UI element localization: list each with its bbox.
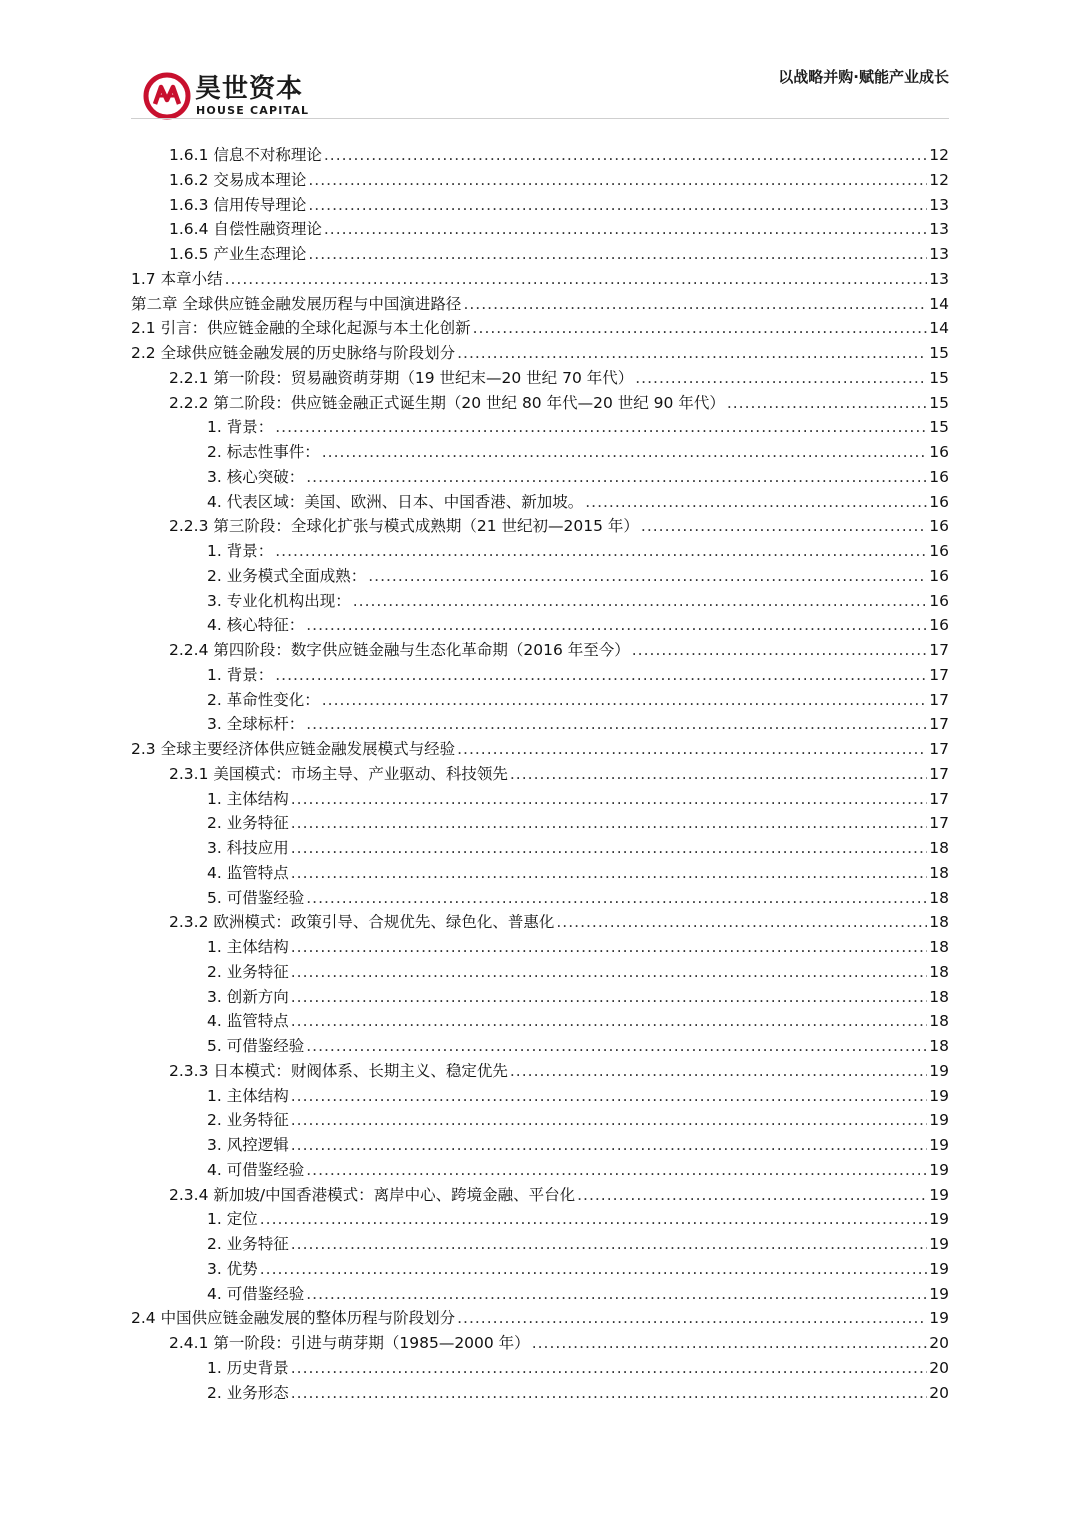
toc-dot-leader: [291, 861, 928, 885]
toc-entry-title: 2.2.2 第二阶段：供应链金融正式诞生期（20 世纪 80 年代—20 世纪 90 年代）: [169, 393, 725, 412]
toc-entry-title: 2. 业务形态: [207, 1383, 289, 1402]
toc-entry-page-number: 14: [929, 319, 949, 338]
toc-entry-page-number: 18: [929, 888, 949, 907]
toc-entry-page-number: 19: [929, 1235, 949, 1253]
toc-dot-leader: [306, 613, 927, 637]
toc-entry-title: 1.7 本章小结: [131, 269, 223, 288]
toc-entry[interactable]: [207, 1282, 949, 1306]
toc-entry-title: 2.2.4 第四阶段：数字供应链金融与生态化革命期（2016 年至今）: [169, 641, 630, 659]
toc-entry-title: 3. 风控逻辑: [207, 1136, 289, 1154]
toc-entry-page-number: 19: [929, 1061, 949, 1080]
toc-entry-title: 2. 革命性变化：: [207, 690, 320, 709]
toc-dot-leader: [291, 836, 928, 860]
toc-entry[interactable]: [169, 366, 949, 390]
toc-entry-page-number: 17: [929, 814, 949, 833]
toc-dot-leader: [306, 465, 927, 489]
toc-entry-page-number: 18: [929, 863, 949, 882]
toc-entry-title: 3. 优势: [207, 1259, 258, 1278]
toc-entry[interactable]: [207, 935, 949, 959]
toc-entry-page-number: 16: [929, 616, 949, 635]
toc-entry-title: 1. 主体结构: [207, 1086, 289, 1105]
toc-entry-title: 1. 背景：: [207, 542, 274, 560]
toc-entry-page-number: 19: [929, 1136, 949, 1154]
logo-mark-icon: [143, 72, 191, 120]
toc-entry-page-number: 16: [929, 492, 949, 511]
logo-english-name: HOUSE CAPITAL: [196, 104, 310, 117]
toc-entry-title: 1. 背景：: [207, 418, 274, 437]
toc-entry[interactable]: [207, 1158, 949, 1182]
toc-entry-page-number: 20: [929, 1383, 949, 1402]
toc-entry-title: 4. 可借鉴经验: [207, 1284, 305, 1303]
toc-dot-leader: [641, 514, 927, 538]
toc-dot-leader: [306, 1158, 927, 1182]
toc-dot-leader: [306, 1034, 927, 1058]
toc-entry-title: 1. 背景：: [207, 665, 274, 684]
toc-entry-page-number: 16: [929, 566, 949, 585]
toc-dot-leader: [225, 267, 928, 291]
toc-entry-page-number: 18: [929, 913, 949, 932]
toc-entry-title: 1.6.2 交易成本理论: [169, 170, 307, 189]
toc-entry[interactable]: [207, 811, 949, 835]
toc-entry-page-number: 19: [929, 1185, 949, 1204]
toc-dot-leader: [291, 1232, 928, 1256]
toc-entry-title: 2.3 全球主要经济体供应链金融发展模式与经验: [131, 740, 456, 758]
toc-dot-leader: [324, 217, 927, 241]
toc-entry[interactable]: [169, 143, 949, 167]
toc-dot-leader: [308, 242, 927, 266]
toc-dot-leader: [291, 1356, 928, 1380]
header-slogan: 以战略并购·赋能产业成长: [778, 68, 949, 86]
toc-entry[interactable]: [207, 688, 949, 712]
logo-chinese-name: 昊世资本: [195, 74, 304, 104]
toc-entry-page-number: 18: [929, 839, 949, 857]
toc-dot-leader: [510, 762, 927, 786]
toc-entry-page-number: 17: [929, 665, 949, 684]
toc-dot-leader: [306, 1282, 927, 1306]
toc-entry-page-number: 18: [929, 987, 949, 1006]
toc-entry-page-number: 17: [929, 690, 949, 709]
toc-dot-leader: [473, 316, 928, 340]
toc-dot-leader: [457, 737, 927, 761]
toc-entry-page-number: 20: [929, 1334, 949, 1352]
toc-entry[interactable]: [207, 1084, 949, 1108]
toc-entry-page-number: 17: [929, 740, 949, 758]
toc-entry-page-number: 19: [929, 1086, 949, 1105]
toc-dot-leader: [532, 1331, 928, 1355]
toc-entry-page-number: 15: [929, 368, 949, 387]
toc-entry[interactable]: [207, 564, 949, 588]
toc-dot-leader: [368, 564, 927, 588]
toc-entry[interactable]: [207, 960, 949, 984]
toc-entry-title: 1. 定位: [207, 1210, 258, 1229]
toc-dot-leader: [291, 1084, 928, 1108]
toc-entry-title: 2. 业务特征: [207, 962, 289, 981]
toc-entry-title: 3. 全球标杆：: [207, 715, 305, 734]
header-divider: [131, 118, 949, 119]
toc-entry-title: 4. 监管特点: [207, 1012, 289, 1031]
toc-entry[interactable]: [169, 762, 949, 786]
toc-entry[interactable]: [207, 886, 949, 910]
toc-entry-page-number: 16: [929, 542, 949, 560]
toc-dot-leader: [324, 143, 927, 167]
toc-entry-page-number: 18: [929, 938, 949, 956]
toc-entry[interactable]: [207, 1232, 949, 1256]
toc-dot-leader: [463, 292, 927, 316]
toc-entry[interactable]: [207, 787, 949, 811]
toc-dot-leader: [306, 712, 927, 736]
toc-entry-page-number: 17: [929, 789, 949, 808]
toc-dot-leader: [577, 1183, 927, 1207]
toc-entry-page-number: 19: [929, 1309, 949, 1328]
toc-entry-title: 2.1 引言：供应链金融的全球化起源与本土化创新: [131, 319, 471, 338]
toc-entry-title: 3. 核心突破：: [207, 467, 305, 486]
toc-entry-title: 2.3.1 美国模式：市场主导、产业驱动、科技领先: [169, 764, 508, 783]
toc-entry-title: 1.6.3 信用传导理论: [169, 195, 307, 214]
toc-dot-leader: [260, 1207, 928, 1231]
toc-dot-leader: [291, 1108, 928, 1132]
toc-dot-leader: [510, 1059, 927, 1083]
toc-entry[interactable]: [207, 1207, 949, 1231]
toc-entry-title: 5. 可借鉴经验: [207, 888, 305, 907]
toc-dot-leader: [291, 1009, 928, 1033]
toc-entry-page-number: 12: [929, 146, 949, 164]
toc-dot-leader: [291, 935, 928, 959]
toc-entry[interactable]: [169, 1059, 949, 1083]
toc-entry-title: 1.6.5 产业生态理论: [169, 245, 307, 263]
toc-entry-title: 2.3.3 日本模式：财阀体系、长期主义、稳定优先: [169, 1061, 508, 1080]
toc-entry-title: 3. 专业化机构出现：: [207, 591, 351, 610]
toc-entry-page-number: 16: [929, 517, 949, 536]
toc-entry-page-number: 13: [929, 220, 949, 239]
toc-dot-leader: [291, 985, 928, 1009]
toc-entry-page-number: 14: [929, 294, 949, 313]
toc-dot-leader: [260, 1257, 928, 1281]
toc-dot-leader: [635, 366, 927, 390]
toc-entry-title: 1. 历史背景: [207, 1358, 289, 1377]
toc-entry[interactable]: [131, 292, 949, 316]
toc-dot-leader: [308, 193, 927, 217]
toc-entry[interactable]: [169, 1183, 949, 1207]
toc-entry-page-number: 13: [929, 245, 949, 263]
toc-dot-leader: [353, 589, 928, 613]
toc-entry-title: 2.4.1 第一阶段：引进与萌芽期（1985—2000 年）: [169, 1334, 530, 1352]
toc-entry-title: 2.2.1 第一阶段：贸易融资萌芽期（19 世纪末—20 世纪 70 年代）: [169, 368, 634, 387]
toc-dot-leader: [457, 1306, 927, 1330]
toc-entry[interactable]: [207, 613, 949, 637]
toc-dot-leader: [457, 341, 927, 365]
toc-entry[interactable]: [207, 589, 949, 613]
toc-entry-page-number: 16: [929, 591, 949, 610]
toc-dot-leader: [585, 490, 927, 514]
toc-dot-leader: [291, 811, 928, 835]
toc-entry-page-number: 19: [929, 1210, 949, 1229]
toc-entry[interactable]: [207, 465, 949, 489]
toc-entry[interactable]: [207, 1257, 949, 1281]
toc-entry-title: 5. 可借鉴经验: [207, 1037, 305, 1055]
toc-entry[interactable]: [207, 712, 949, 736]
toc-entry-title: 2. 标志性事件：: [207, 443, 320, 461]
toc-dot-leader: [275, 415, 927, 439]
toc-entry[interactable]: [169, 193, 949, 217]
toc-entry[interactable]: [131, 267, 949, 291]
toc-entry[interactable]: [207, 415, 949, 439]
toc-entry-title: 2.3.2 欧洲模式：政策引导、合规优先、绿色化、普惠化: [169, 913, 555, 932]
toc-entry-title: 4. 代表区域：美国、欧洲、日本、中国香港、新加坡。: [207, 492, 584, 511]
toc-entry[interactable]: [169, 217, 949, 241]
toc-entry[interactable]: [207, 861, 949, 885]
toc-entry-title: 2.3.4 新加坡/中国香港模式：离岸中心、跨境金融、平台化: [169, 1185, 576, 1204]
toc-entry-title: 1. 主体结构: [207, 938, 289, 956]
toc-entry-page-number: 19: [929, 1284, 949, 1303]
toc-entry-title: 2. 业务模式全面成熟：: [207, 566, 367, 585]
page-header: [0, 0, 1080, 130]
toc-entry[interactable]: [207, 836, 949, 860]
toc-dot-leader: [308, 168, 927, 192]
toc-entry-page-number: 18: [929, 962, 949, 981]
toc-entry-page-number: 17: [929, 641, 949, 659]
company-logo: [143, 72, 313, 120]
toc-entry-page-number: 16: [929, 467, 949, 486]
toc-entry-page-number: 15: [929, 418, 949, 437]
toc-entry-page-number: 19: [929, 1111, 949, 1130]
toc-entry[interactable]: [207, 1381, 949, 1405]
toc-dot-leader: [291, 787, 928, 811]
toc-entry-title: 1.6.1 信息不对称理论: [169, 146, 322, 164]
toc-entry[interactable]: [207, 1133, 949, 1157]
toc-entry-title: 4. 可借鉴经验: [207, 1160, 305, 1179]
toc-dot-leader: [275, 539, 927, 563]
toc-entry[interactable]: [169, 910, 949, 934]
toc-entry-title: 2. 业务特征: [207, 1235, 289, 1253]
toc-entry-title: 2.2 全球供应链金融发展的历史脉络与阶段划分: [131, 344, 456, 362]
toc-entry-title: 3. 创新方向: [207, 987, 289, 1006]
toc-entry-page-number: 15: [929, 393, 949, 412]
toc-dot-leader: [291, 1381, 928, 1405]
toc-entry-title: 1. 主体结构: [207, 789, 289, 808]
toc-entry-page-number: 18: [929, 1012, 949, 1031]
toc-entry-title: 3. 科技应用: [207, 839, 289, 857]
toc-dot-leader: [306, 886, 927, 910]
toc-entry[interactable]: [131, 1306, 949, 1330]
toc-entry-page-number: 17: [929, 715, 949, 734]
toc-dot-leader: [727, 391, 927, 415]
toc-entry[interactable]: [207, 440, 949, 464]
toc-entry[interactable]: [207, 1009, 949, 1033]
toc-entry[interactable]: [207, 1108, 949, 1132]
toc-entry[interactable]: [169, 391, 949, 415]
toc-entry-page-number: 13: [929, 195, 949, 214]
toc-entry-page-number: 15: [929, 344, 949, 362]
toc-entry[interactable]: [169, 1331, 949, 1355]
toc-entry-title: 2. 业务特征: [207, 1111, 289, 1130]
toc-entry-title: 4. 监管特点: [207, 863, 289, 882]
toc-dot-leader: [275, 663, 927, 687]
toc-entry-title: 2.2.3 第三阶段：全球化扩张与模式成熟期（21 世纪初—2015 年）: [169, 517, 639, 536]
toc-entry-page-number: 20: [929, 1358, 949, 1377]
toc-entry[interactable]: [169, 514, 949, 538]
toc-entry[interactable]: [169, 168, 949, 192]
toc-entry-page-number: 16: [929, 443, 949, 461]
toc-entry-page-number: 17: [929, 764, 949, 783]
toc-entry-title: 第二章 全球供应链金融发展历程与中国演进路径: [131, 294, 462, 313]
toc-dot-leader: [291, 960, 928, 984]
toc-dot-leader: [556, 910, 927, 934]
toc-entry-page-number: 13: [929, 269, 949, 288]
toc-entry[interactable]: [207, 1356, 949, 1380]
toc-entry[interactable]: [131, 737, 949, 761]
toc-entry-title: 2. 业务特征: [207, 814, 289, 833]
toc-dot-leader: [632, 638, 928, 662]
toc-entry-page-number: 19: [929, 1259, 949, 1278]
toc-entry-page-number: 12: [929, 170, 949, 189]
toc-entry[interactable]: [207, 490, 949, 514]
toc-entry[interactable]: [207, 539, 949, 563]
toc-dot-leader: [291, 1133, 928, 1157]
toc-entry[interactable]: [169, 242, 949, 266]
toc-entry[interactable]: [207, 1034, 949, 1058]
toc-entry[interactable]: [131, 316, 949, 340]
toc-entry-page-number: 18: [929, 1037, 949, 1055]
toc-entry-title: 1.6.4 自偿性融资理论: [169, 220, 322, 239]
toc-entry[interactable]: [207, 663, 949, 687]
toc-entry-title: 4. 核心特征：: [207, 616, 305, 635]
toc-dot-leader: [322, 440, 928, 464]
toc-entry[interactable]: [131, 341, 949, 365]
toc-entry-page-number: 19: [929, 1160, 949, 1179]
toc-entry-title: 2.4 中国供应链金融发展的整体历程与阶段划分: [131, 1309, 456, 1328]
toc-entry[interactable]: [169, 638, 949, 662]
toc-entry[interactable]: [207, 985, 949, 1009]
toc-dot-leader: [322, 688, 928, 712]
